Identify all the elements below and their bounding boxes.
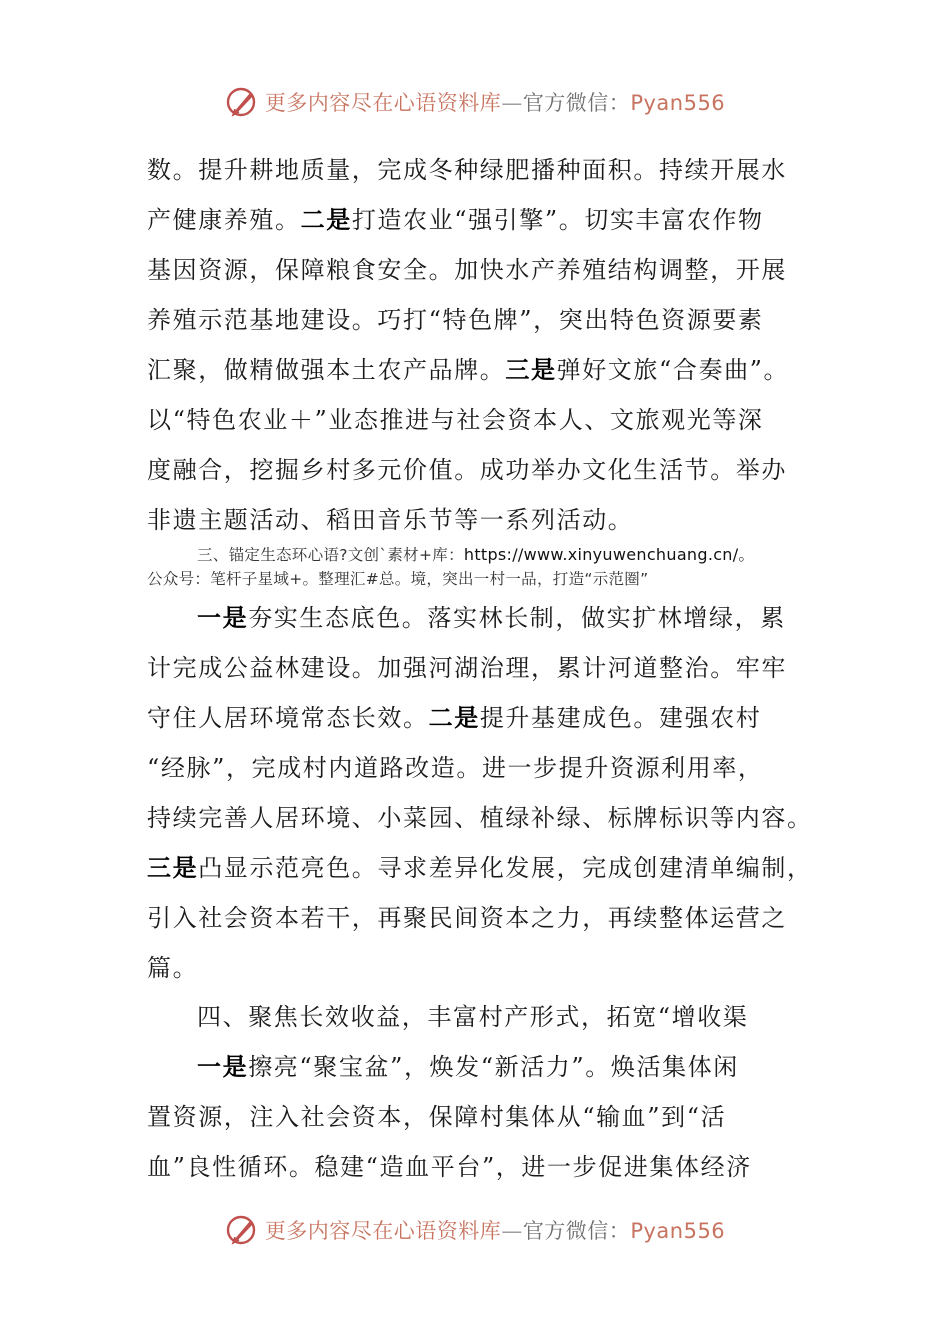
quill-logo-icon (225, 85, 259, 119)
watermark-id: Pyan556 (630, 1219, 726, 1243)
watermark-part1: 更多内容尽在心语资料库 (264, 91, 502, 115)
watermark-header (0, 82, 950, 122)
watermark-part1: 更多内容尽在心语资料库 (264, 1219, 502, 1243)
text-run: 三、锚定生态环心语?文创`素材+库： (197, 546, 464, 564)
paragraph-2 (147, 593, 813, 993)
heading-3-line-1 (147, 543, 797, 567)
watermark-id: Pyan556 (630, 91, 726, 115)
text-run: 提升基建成色。建强农村 (479, 704, 762, 732)
text-run: 守住人居环境常态长效。 (147, 704, 429, 732)
text-line: 度融合，挖掘乡村多元价值。成功举办文化生活节。举办 (147, 456, 787, 484)
text-run: 打造农业“强引擎”。切实丰富农作物 (351, 206, 764, 234)
text-run: 夯实生态底色。落实林长制，做实扩林增绿，累 (248, 604, 786, 632)
text-line (147, 195, 797, 245)
watermark-text (265, 1215, 725, 1245)
text-line: 基因资源，保障粮食安全。加快水产养殖结构调整，开展 (147, 256, 787, 284)
heading-4-text: 四、聚焦长效收益，丰富村产形式，拓宽“增收渠 (197, 1003, 749, 1031)
text-line: 持续完善人居环境、小菜园、植绿补绿、标牌标识等内容。 (147, 804, 813, 832)
bold-marker: 二是 (300, 205, 352, 234)
url-text: https://www.xinyuwenchuang.cn/。 (463, 545, 755, 564)
bold-marker: 三是 (147, 853, 199, 882)
text-run: 汇聚，做精做强本土农产品牌。 (147, 356, 506, 384)
text-line: 血”良性循环。稳建“造血平台”，进一步促进集体经济 (147, 1153, 752, 1181)
bold-marker: 二是 (428, 703, 480, 732)
text-line (147, 1042, 797, 1092)
text-line (147, 345, 797, 395)
paragraph-3 (147, 1042, 797, 1192)
watermark-part2: 官方微信： (522, 1219, 631, 1243)
text-line: 计完成公益林建设。加强河湖治理，累计河道整治。牢牢 (147, 654, 787, 682)
text-run: 擦亮“聚宝盆”，焕发“新活力”。焕活集体闲 (248, 1053, 739, 1081)
watermark-footer (0, 1210, 950, 1250)
watermark-dash: — (501, 91, 523, 115)
heading-3-line-2: 公众号：笔杆子星域+。整理汇#总。境，突出一村一品，打造“示范圈” (147, 570, 649, 588)
text-line: 置资源，注入社会资本，保障村集体从“输血”到“活 (147, 1103, 727, 1131)
bold-marker: 一是 (197, 603, 249, 632)
heading-3 (147, 543, 797, 591)
bold-marker: 一是 (197, 1052, 249, 1081)
text-line (147, 843, 813, 893)
text-line: 以“特色农业＋”业态推进与社会资本人、文旅观光等深 (147, 406, 764, 434)
watermark-part2: 官方微信： (522, 91, 631, 115)
text-line: 非遗主题活动、稻田音乐节等一系列活动。 (147, 506, 634, 534)
watermark-text (265, 87, 725, 117)
quill-logo-icon (225, 1213, 259, 1247)
text-run: 弹好文旅“合奏曲”。 (556, 356, 790, 384)
text-run: 产健康养殖。 (147, 206, 301, 234)
bold-marker: 三是 (505, 355, 557, 384)
paragraph-1 (147, 145, 797, 545)
text-line: 引入社会资本若干，再聚民间资本之力，再续整体运营之 (147, 904, 787, 932)
heading-4 (147, 992, 797, 1042)
watermark-dash: — (501, 1219, 523, 1243)
text-line: 篇。 (147, 954, 199, 982)
text-line: 数。提升耕地质量，完成冬种绿肥播种面积。持续开展水 (147, 156, 787, 184)
text-line: “经脉”，完成村内道路改造。进一步提升资源利用率， (147, 754, 764, 782)
text-line (147, 593, 797, 643)
text-run: 凸显示范亮色。寻求差异化发展，完成创建清单编制， (198, 854, 813, 882)
text-line (147, 693, 797, 743)
text-line: 养殖示范基地建设。巧打“特色牌”，突出特色资源要素 (147, 306, 764, 334)
